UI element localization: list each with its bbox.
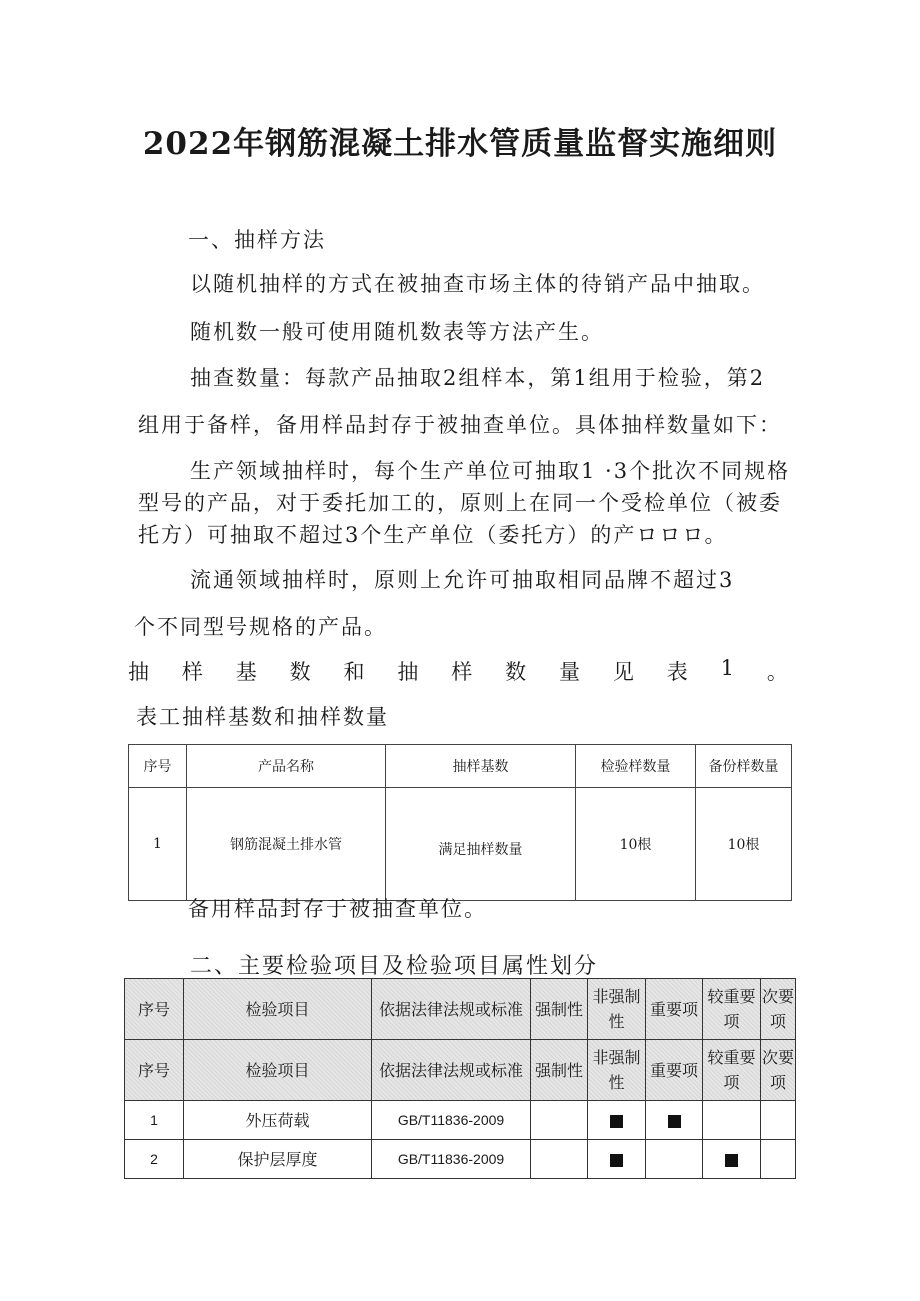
filled-square-icon <box>610 1154 623 1167</box>
table-cell: 10根 <box>576 788 696 901</box>
table-row <box>129 788 792 901</box>
mark-cell <box>646 1140 703 1179</box>
inspection-item: 外压荷载 <box>184 1101 372 1140</box>
spread-char: 数 <box>505 660 527 684</box>
table-cell: 满足抽样数量 <box>386 788 576 901</box>
header-cell: 备份样数量 <box>696 745 792 788</box>
header-cell: 重要项 <box>646 979 703 1040</box>
header-cell: 次要项 <box>761 979 796 1040</box>
mark-cell <box>703 1101 761 1140</box>
backup-sample-note: 备用样品封存于被抽查单位。 <box>188 897 487 921</box>
mark-cell <box>761 1101 796 1140</box>
paragraph-production-line2: 型号的产品，对于委托加工的，原则上在同一个受检单位（被委 <box>138 491 782 515</box>
standard-reference: GB/T11836-2009 <box>372 1101 531 1140</box>
mark-cell <box>588 1101 646 1140</box>
header-cell: 检验项目 <box>184 979 372 1040</box>
filled-square-icon <box>668 1115 681 1128</box>
header-cell: 较重要项 <box>703 1040 761 1101</box>
filled-square-icon <box>610 1115 623 1128</box>
table-cell: 1 <box>129 788 187 901</box>
table-row <box>125 1140 796 1179</box>
mark-cell <box>531 1140 588 1179</box>
paragraph-quantity-line1: 抽查数量：每款产品抽取2组样本，第1组用于检验，第2 <box>190 366 766 390</box>
header-cell: 依据法律法规或标准 <box>372 1040 531 1101</box>
header-cell: 检验样数量 <box>576 745 696 788</box>
table-row <box>125 1101 796 1140</box>
header-cell: 强制性 <box>531 979 588 1040</box>
section1-heading: 一、抽样方法 <box>188 228 326 252</box>
paragraph-sampling-method: 以随机抽样的方式在被抽查市场主体的待销产品中抽取。 <box>190 272 765 296</box>
mark-cell <box>588 1140 646 1179</box>
header-cell: 强制性 <box>531 1040 588 1101</box>
mark-cell <box>703 1140 761 1179</box>
header-cell: 依据法律法规或标准 <box>372 979 531 1040</box>
mark-cell <box>646 1101 703 1140</box>
header-cell: 非强制性 <box>588 1040 646 1101</box>
spread-char: 基 <box>235 660 257 684</box>
table-cell: 10根 <box>696 788 792 901</box>
spread-char: 抽 <box>128 660 149 684</box>
header-cell: 次要项 <box>761 1040 796 1101</box>
spread-char: 。 <box>766 660 788 684</box>
spread-char: 和 <box>343 660 365 684</box>
header-cell: 序号 <box>125 979 184 1040</box>
header-cell: 检验项目 <box>184 1040 372 1101</box>
spread-char: 抽 <box>397 660 419 684</box>
header-cell: 重要项 <box>646 1040 703 1101</box>
inspection-items-table <box>124 978 796 1179</box>
paragraph-quantity-line2: 组用于备样，备用样品封存于被抽查单位。具体抽样数量如下： <box>138 413 782 437</box>
document-title: 2022年钢筋混凝土排水管质量监督实施细则 <box>142 126 778 162</box>
header-cell: 序号 <box>129 745 187 788</box>
paragraph-production-line3: 托方）可抽取不超过3个生产单位（委托方）的产ロロロ。 <box>138 523 728 547</box>
sampling-table <box>128 744 792 901</box>
table-header-row <box>125 1040 796 1101</box>
header-cell: 非强制性 <box>588 979 646 1040</box>
paragraph-production-line1: 生产领域抽样时，每个生产单位可抽取1 ·3个批次不同规格 <box>190 459 791 483</box>
filled-square-icon <box>725 1154 738 1167</box>
mark-cell <box>531 1101 588 1140</box>
header-cell: 产品名称 <box>187 745 386 788</box>
spread-char: 见 <box>612 660 634 684</box>
header-cell: 序号 <box>125 1040 184 1101</box>
header-cell: 较重要项 <box>703 979 761 1040</box>
table-cell: 钢筋混凝土排水管 <box>187 788 386 901</box>
spread-char: 表 <box>666 660 688 684</box>
table-header-row <box>129 745 792 788</box>
spread-char: 量 <box>559 660 580 684</box>
table-header-row <box>125 979 796 1040</box>
spread-char: 1 <box>720 656 734 680</box>
header-cell: 抽样基数 <box>386 745 576 788</box>
row-number: 2 <box>125 1140 184 1179</box>
mark-cell <box>761 1140 796 1179</box>
sampling-base-reference-line <box>128 656 788 686</box>
spread-char: 样 <box>181 660 203 684</box>
table1-caption: 表工抽样基数和抽样数量 <box>136 705 389 729</box>
standard-reference: GB/T11836-2009 <box>372 1140 531 1179</box>
paragraph-circulation-line1: 流通领域抽样时，原则上允许可抽取相同品牌不超过3 <box>190 568 735 592</box>
paragraph-circulation-line2: 个不同型号规格的产品。 <box>134 615 387 639</box>
paragraph-random-number: 随机数一般可使用随机数表等方法产生。 <box>190 320 604 344</box>
row-number: 1 <box>125 1101 184 1140</box>
inspection-item: 保护层厚度 <box>184 1140 372 1179</box>
section2-heading: 二、主要检验项目及检验项目属性划分 <box>190 954 599 979</box>
spread-char: 样 <box>451 660 473 684</box>
spread-char: 数 <box>289 660 311 684</box>
